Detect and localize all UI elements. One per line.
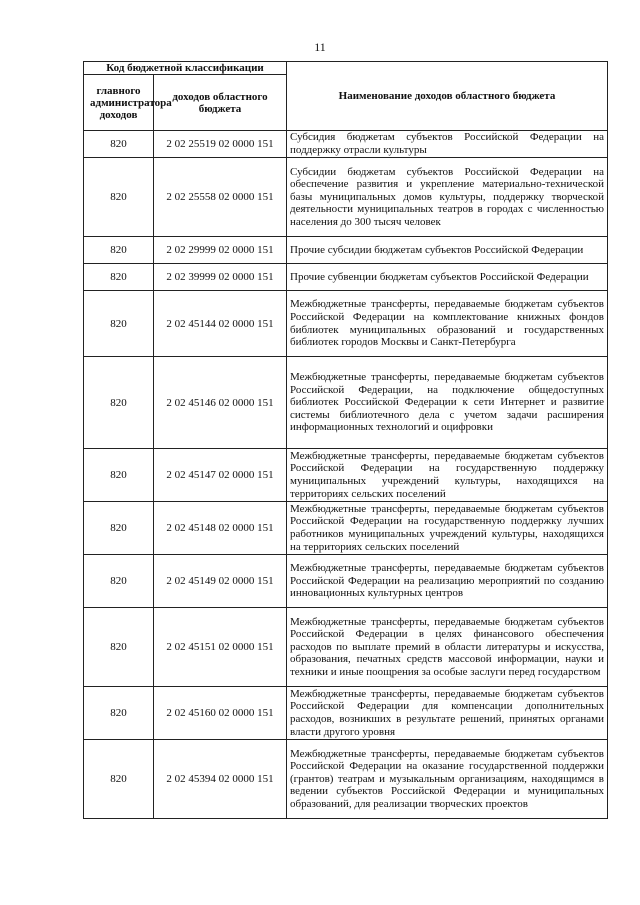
income-code-cell: 2 02 25519 02 0000 151: [154, 131, 287, 158]
admin-code-cell: 820: [84, 237, 154, 264]
admin-code-cell: 820: [84, 449, 154, 502]
income-code-cell: 2 02 45148 02 0000 151: [154, 502, 287, 555]
table-row: [84, 555, 608, 608]
income-name-cell: Межбюджетные трансферты, передаваемые бюджетам субъектов Российской Федерации на государственную поддержку муниципальных учреждений культуры, находящихся на территориях сельских поселений: [287, 449, 608, 502]
income-code-cell: 2 02 45146 02 0000 151: [154, 357, 287, 449]
income-code-cell: 2 02 25558 02 0000 151: [154, 158, 287, 237]
table-row: [84, 740, 608, 819]
header-income: доходов областного бюджета: [154, 75, 287, 131]
income-name-cell: Субсидии бюджетам субъектов Российской Федерации на обеспечение развития и укрепление материально-технической базы муниципальных домов культуры, поддержку творческой деятельности муниципальных театров в городах с численностью населения до 300 тысяч человек: [287, 158, 608, 237]
table-row: [84, 158, 608, 237]
income-code-cell: 2 02 45147 02 0000 151: [154, 449, 287, 502]
income-name-cell: Межбюджетные трансферты, передаваемые бюджетам субъектов Российской Федерации в целях финансового обеспечения расходов по выплате премий в области литературы и искусства, образования, печатных средств массовой информации, науки и техники и иные поощрения за особые заслуги перед государством: [287, 608, 608, 687]
table-row: [84, 687, 608, 740]
header-group-label: Код бюджетной классификации: [84, 62, 287, 75]
budget-classification-table: [83, 61, 608, 819]
table-row: [84, 449, 608, 502]
admin-code-cell: 820: [84, 131, 154, 158]
income-name-cell: Межбюджетные трансферты, передаваемые бюджетам субъектов Российской Федерации на оказание государственной поддержки (грантов) театрам и музыкальным организациям, находящимся в ведении субъектов Российской Федерации и муниципальных образований, для реализации творческих проектов: [287, 740, 608, 819]
admin-code-cell: 820: [84, 740, 154, 819]
page-number: 11: [314, 40, 326, 54]
income-code-cell: 2 02 45151 02 0000 151: [154, 608, 287, 687]
income-name-cell: Межбюджетные трансферты, передаваемые бюджетам субъектов Российской Федерации на комплектование книжных фондов библиотек муниципальных образований и государственных библиотек городов Москвы и Санкт-Петербурга: [287, 291, 608, 357]
table-row: [84, 264, 608, 291]
header-admin: главного администратора доходов: [84, 75, 154, 131]
income-name-cell: Межбюджетные трансферты, передаваемые бюджетам субъектов Российской Федерации, на подключение общедоступных библиотек Российской Федерации к сети Интернет и развитие системы библиотечного дела с учетом задачи расширения информационных технологий и оцифровки: [287, 357, 608, 449]
income-name-cell: Межбюджетные трансферты, передаваемые бюджетам субъектов Российской Федерации для компенсации дополнительных расходов, возникших в результате решений, принятых органами власти другого уровня: [287, 687, 608, 740]
admin-code-cell: 820: [84, 687, 154, 740]
income-code-cell: 2 02 45160 02 0000 151: [154, 687, 287, 740]
income-code-cell: 2 02 45144 02 0000 151: [154, 291, 287, 357]
table-row: [84, 237, 608, 264]
admin-code-cell: 820: [84, 357, 154, 449]
income-name-cell: Межбюджетные трансферты, передаваемые бюджетам субъектов Российской Федерации на государственную поддержку лучших работников муниципальных учреждений культуры, находящихся на территориях сельских поселений: [287, 502, 608, 555]
header-name: Наименование доходов областного бюджета: [287, 62, 608, 131]
income-code-cell: 2 02 29999 02 0000 151: [154, 237, 287, 264]
income-code-cell: 2 02 39999 02 0000 151: [154, 264, 287, 291]
table-row: [84, 131, 608, 158]
income-name-cell: Межбюджетные трансферты, передаваемые бюджетам субъектов Российской Федерации на реализацию мероприятий по созданию инновационных культурных центров: [287, 555, 608, 608]
income-code-cell: 2 02 45394 02 0000 151: [154, 740, 287, 819]
income-name-cell: Прочие субсидии бюджетам субъектов Российской Федерации: [287, 237, 608, 264]
admin-code-cell: 820: [84, 555, 154, 608]
income-code-cell: 2 02 45149 02 0000 151: [154, 555, 287, 608]
admin-code-cell: 820: [84, 502, 154, 555]
table-row: [84, 502, 608, 555]
income-name-cell: Субсидия бюджетам субъектов Российской Федерации на поддержку отрасли культуры: [287, 131, 608, 158]
table-row: [84, 357, 608, 449]
admin-code-cell: 820: [84, 158, 154, 237]
income-name-cell: Прочие субвенции бюджетам субъектов Российской Федерации: [287, 264, 608, 291]
table-row: [84, 608, 608, 687]
table-row: [84, 291, 608, 357]
admin-code-cell: 820: [84, 291, 154, 357]
admin-code-cell: 820: [84, 608, 154, 687]
admin-code-cell: 820: [84, 264, 154, 291]
